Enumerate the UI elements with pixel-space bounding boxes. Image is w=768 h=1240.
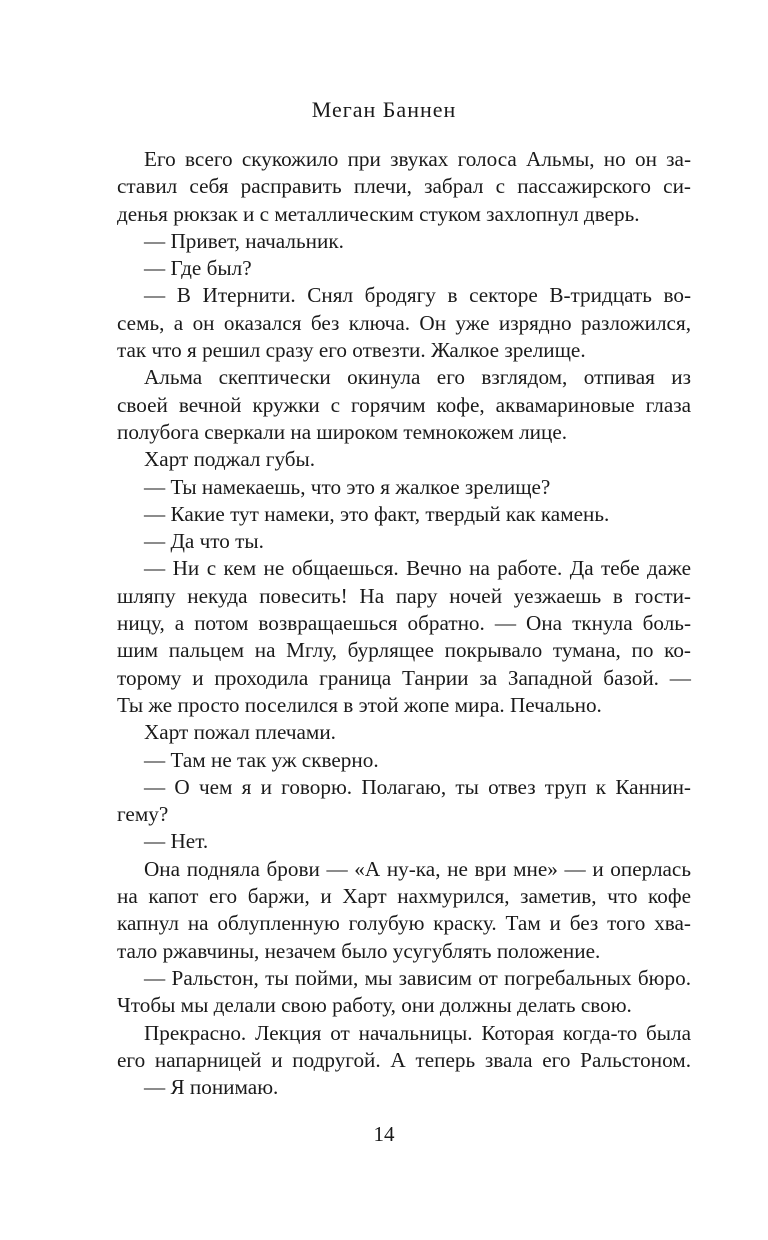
text-line: семь, а он оказался без ключа. Он уже изрядно разложился,: [117, 310, 691, 335]
text-line: — Какие тут намеки, это факт, твердый как камень.: [144, 501, 610, 526]
text-line: Она подняла брови — «А ну-ка, не ври мне» — и оперлась: [144, 856, 691, 881]
text-line: — Я понимаю.: [144, 1075, 279, 1100]
text-line: шим пальцем на Мглу, бурлящее покрывало тумана, по ко-: [117, 638, 691, 663]
text-line: Ты же просто поселился в этой жопе мира. Печально.: [117, 692, 602, 717]
text-line: Альма скептически окинула его взглядом, отпивая из: [144, 365, 691, 390]
text-line: полубога сверкали на широком темнокожем лице.: [117, 419, 568, 444]
text-line: так что я решил сразу его отвезти. Жалкое зрелище.: [117, 338, 586, 363]
text-line: денья рюкзак и с металлическим стуком захлопнул дверь.: [117, 201, 640, 226]
text-line: — Ты намекаешь, что это я жалкое зрелище?: [144, 474, 551, 499]
text-line: шляпу некуда повесить! На пару ночей уезжаешь в гости-: [117, 583, 691, 608]
text-line: капнул на облупленную голубую краску. Там и без того хва-: [117, 911, 691, 936]
text-line: — В Итернити. Снял бродягу в секторе В-тридцать во-: [144, 283, 691, 308]
text-line: ставил себя расправить плечи, забрал с пассажирского си-: [117, 174, 691, 199]
text-line: — Ни с кем не общаешься. Вечно на работе. Да тебе даже: [144, 556, 691, 581]
text-line: — Где был?: [144, 256, 252, 281]
text-line: тало ржавчины, незачем было усугублять положение.: [117, 938, 601, 963]
page-number: 14: [373, 1122, 395, 1146]
text-line: Его всего скукожило при звуках голоса Альмы, но он за-: [144, 147, 691, 171]
text-line: торому и проходила граница Танрии за Западной базой. —: [117, 665, 691, 690]
text-line: его напарницей и подругой. А теперь звала его Ральстоном.: [117, 1047, 691, 1072]
running-head-author: Меган Баннен: [311, 97, 457, 122]
text-line: — Ральстон, ты пойми, мы зависим от погребальных бюро.: [144, 965, 691, 990]
text-line: гему?: [117, 802, 169, 827]
text-line: — О чем я и говорю. Полагаю, ты отвез труп к Каннин-: [144, 774, 691, 799]
text-line: своей вечной кружки с горячим кофе, аквамариновые глаза: [117, 392, 691, 417]
text-line: Харт поджал губы.: [144, 447, 316, 472]
text-line: — Нет.: [144, 829, 209, 854]
text-line: Харт пожал плечами.: [144, 720, 336, 745]
text-line: — Привет, начальник.: [144, 228, 344, 253]
text-line: ницу, а потом возвращаешься обратно. — Она ткнула боль-: [117, 611, 691, 636]
text-line: на капот его баржи, и Харт нахмурился, заметив, что кофе: [117, 884, 691, 909]
text-line: Прекрасно. Лекция от начальницы. Которая когда-то была: [144, 1020, 691, 1045]
text-line: — Да что ты.: [144, 529, 264, 554]
text-line: Чтобы мы делали свою работу, они должны делать свою.: [117, 993, 632, 1018]
body-text: [117, 146, 691, 1101]
text-line: — Там не так уж скверно.: [144, 747, 379, 772]
